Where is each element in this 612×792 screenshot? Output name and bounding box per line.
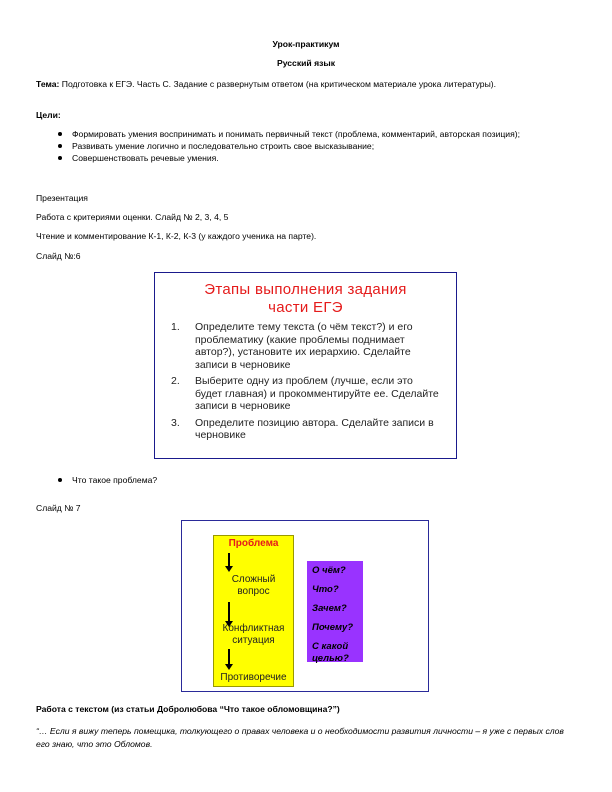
question-list	[58, 474, 578, 486]
questions-box: О чём? Что? Зачем? Почему? С какой целью?	[307, 561, 363, 662]
problem-diagram	[213, 535, 294, 687]
arrow-down-icon	[228, 602, 230, 622]
slide7-label: Слайд № 7	[36, 503, 81, 513]
criteria-line: Работа с критериями оценки. Слайд № 2, 3, 4, 5	[36, 212, 229, 222]
presentation-line: Презентация	[36, 193, 88, 203]
reading-line: Чтение и комментирование К-1, К-2, К-3 (у каждого ученика на парте).	[36, 231, 317, 241]
topic-label: Тема:	[36, 79, 60, 89]
list-item: 1. Определите тему текста (о чём текст?) и его проблематику (какие проблемы поднимает автор?), установите их иерархию. Сделайте записи в черновике	[171, 321, 413, 371]
list-item: Совершенствовать речевые умения.	[58, 152, 578, 164]
list-item: 2. Выберите одну из проблем (лучше, если это будет главная) и прокомментируйте ее. Сделайте записи в черновике	[171, 375, 439, 412]
conflict-situation: Конфликтная ситуация	[222, 623, 285, 646]
arrow-down-icon	[228, 553, 230, 567]
contradiction: Противоречие	[220, 672, 287, 683]
lesson-subject: Русский язык	[276, 58, 336, 68]
oblomov-quote: “… Если я вижу теперь помещика, толкующего о правах человека и о необходимости развития личности – я уже с первых слов его знаю, что это Обломов.	[36, 726, 564, 749]
slide-6-image	[154, 272, 457, 459]
goals-list	[58, 128, 578, 164]
slide-6-title: Этапы выполнения задания части ЕГЭ	[204, 281, 407, 316]
arrow-down-icon	[228, 649, 230, 665]
lesson-title: Урок-практикум	[272, 39, 340, 49]
text-work-heading: Работа с текстом (из статьи Добролюбова “Что такое обломовщина?”)	[36, 704, 340, 714]
slide-6-steps	[171, 321, 441, 446]
bullet-icon	[58, 156, 62, 160]
list-item: Что такое проблема?	[58, 474, 578, 486]
list-item: 3. Определите позицию автора. Сделайте записи в черновике	[171, 416, 434, 441]
topic-text: Подготовка к ЕГЭ. Часть С. Задание с развернутым ответом (на критическом материале урока литературы).	[59, 79, 497, 89]
list-item: Развивать умение логично и последовательно строить свое высказывание;	[58, 140, 578, 152]
bullet-icon	[58, 132, 62, 136]
purpose-question: С какой целью?	[312, 641, 349, 664]
slide-7-image	[181, 520, 429, 692]
slide6-label: Слайд №:6	[36, 251, 81, 261]
topic-paragraph	[36, 78, 576, 91]
bullet-icon	[58, 478, 62, 482]
goals-label: Цели:	[36, 110, 61, 120]
list-item: Формировать умения воспринимать и понимать первичный текст (проблема, комментарий, авторская позиция);	[58, 128, 572, 140]
problem-heading: Проблема	[228, 538, 279, 549]
bullet-icon	[58, 144, 62, 148]
complex-question: Сложный вопрос	[231, 574, 276, 597]
